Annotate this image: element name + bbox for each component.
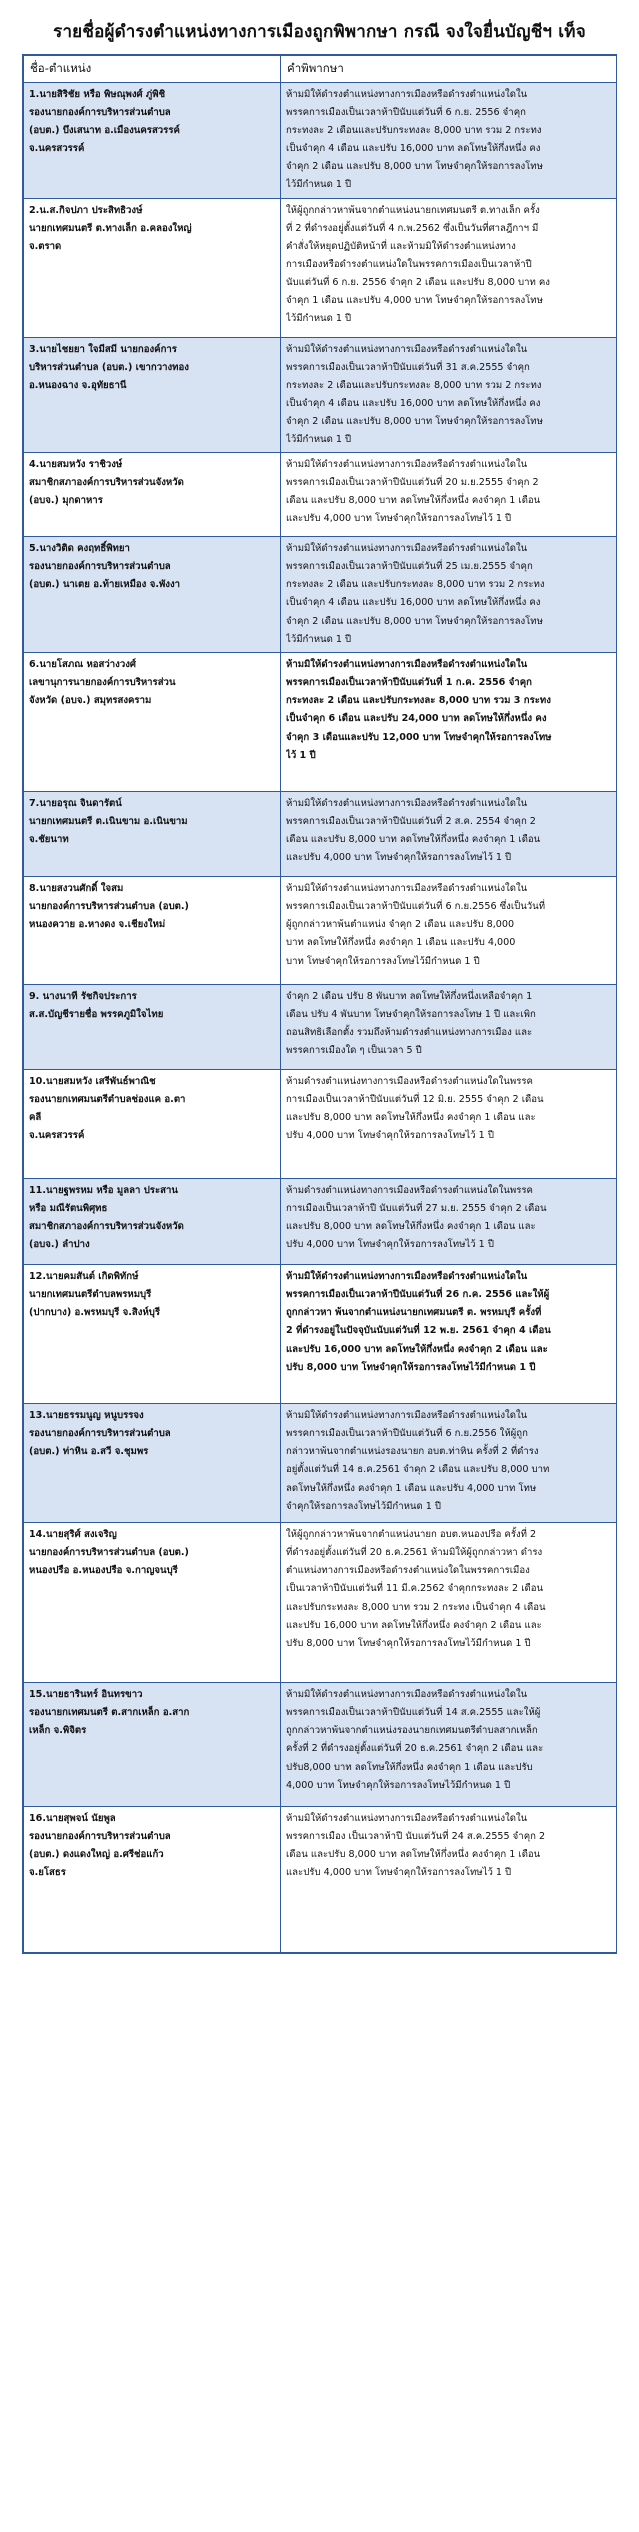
official-name-cell — [24, 1683, 281, 1807]
verdict-line: ถูกกล่าวหาพ้นจากตำแหน่งรองนายกเทศมนตรีตำบลสากเหล็ก — [286, 1725, 538, 1737]
official-name-line: 15.นายธารินทร์ อินทรขาว — [29, 1689, 143, 1701]
verdict-line: ห้ามมิให้ดำรงตำแหน่งทางการเมืองหรือดำรงตำแหน่งใดใน — [286, 343, 528, 355]
table-row — [24, 653, 617, 792]
table-row — [24, 453, 617, 537]
verdict-line: ห้ามมิให้ดำรงตำแหน่งทางการเมืองหรือดำรงตำแหน่งใดใน — [286, 1271, 528, 1283]
official-name-line: 4.นายสมหวัง ราชิวงษ์ — [29, 459, 123, 471]
official-name-cell — [24, 1179, 281, 1265]
verdict-line: อยู่ตั้งแต่วันที่ 14 ธ.ค.2561 จำคุก 2 เดือน และปรับ 8,000 บาท — [286, 1464, 550, 1476]
verdict-line: พรรคการเมือง เป็นเวลาห้าปี นับแต่วันที่ 24 ส.ค.2555 จำคุก 2 — [286, 1831, 546, 1843]
official-name-line: 11.นายฐพรหม หรือ มูลลา ประสาน — [29, 1185, 178, 1197]
official-name-line: เหล็ก จ.พิจิตร — [29, 1725, 87, 1737]
official-name-line: 16.นายสุพจน์ นัยพูล — [29, 1813, 116, 1825]
official-name-line: 2.น.ส.กิจปภา ประสิทธิวงษ์ — [29, 204, 143, 216]
verdict-line: ห้ามมิให้ดำรงตำแหน่งทางการเมืองหรือดำรงตำแหน่งใดใน — [286, 543, 528, 555]
official-name-line: จ.นครสวรรค์ — [29, 143, 85, 155]
verdict-line: พรรคการเมืองเป็นเวลาห้าปีนับแต่วันที่ 25 เม.ย.2555 จำคุก — [286, 561, 533, 573]
verdict-line: และปรับ 8,000 บาท ลดโทษให้กึ่งหนึ่ง คงจำคุก 1 เดือน และ — [286, 1221, 536, 1233]
official-name-line: นายกเทศมนตรีตำบลพรหมบุรี — [29, 1289, 152, 1301]
official-name-line: 5.นางวิติด คงฤทธิ์พิทยา — [29, 543, 130, 555]
table-row — [24, 1070, 617, 1179]
official-name-cell — [24, 1070, 281, 1179]
verdict-line: ปรับ8,000 บาท ลดโทษให้กึ่งหนึ่ง คงจำคุก 1 เดือน และปรับ — [286, 1761, 533, 1773]
verdict-line: จำคุก 2 เดือน และปรับ 8,000 บาท โทษจำคุกให้รอการลงโทษ — [286, 615, 543, 627]
official-name-line: (ปากบาง) อ.พรหมบุรี จ.สิงห์บุรี — [29, 1307, 161, 1319]
verdict-line: เดือน และปรับ 8,000 บาท ลดโทษให้กึ่งหนึ่ง คงจำคุก 1 เดือน — [286, 1849, 541, 1861]
verdict-line: ห้ามมิให้ดำรงตำแหน่งทางการเมืองหรือดำรงตำแหน่งใดใน — [286, 659, 528, 671]
table-row — [24, 1807, 617, 1953]
verdict-cell — [281, 83, 617, 199]
verdict-line: พรรคการเมืองเป็นเวลาห้าปีนับแต่วันที่ 6 ก.ย. 2556 จำคุก — [286, 107, 526, 119]
official-name-line: 12.นายคมสันต์ เกิดพิทักษ์ — [29, 1271, 139, 1283]
verdict-line: ให้ผู้ถูกกล่าวหาพ้นจากตำแหน่งนายก อบต.หนองปรือ ครั้งที่ 2 — [286, 1529, 537, 1541]
verdict-line: ห้ามมิให้ดำรงตำแหน่งทางการเมืองหรือดำรงตำแหน่งใดใน — [286, 1813, 528, 1825]
official-name-cell — [24, 877, 281, 985]
official-name-line: นายกองค์การบริหารส่วนตำบล (อบต.) — [29, 1547, 189, 1559]
official-name-line: 6.นายโสภณ หอสว่างวงศ์ — [29, 659, 137, 671]
verdict-line: และปรับ 16,000 บาท ลดโทษให้กึ่งหนึ่ง คงจำคุก 2 เดือน และ — [286, 1343, 548, 1355]
verdict-cell — [281, 198, 617, 337]
official-name-line: หนองปรือ อ.หนองปรือ จ.กาญจนบุรี — [29, 1565, 178, 1577]
verdict-line: คำสั่งให้หยุดปฏิบัติหน้าที่ และห้ามมิให้ดำรงตำแหน่งทาง — [286, 240, 516, 252]
table-row — [24, 1179, 617, 1265]
official-name-line: 8.นายสงวนศักดิ์ ใจสม — [29, 883, 124, 895]
verdict-cell — [281, 1523, 617, 1683]
table-row — [24, 198, 617, 337]
verdict-line: ที่ 2 ที่ดำรงอยู่ตั้งแต่วันที่ 4 ก.พ.2562 ซึ่งเป็นวันที่ศาลฎีกาฯ มี — [286, 222, 539, 234]
official-name-cell — [24, 453, 281, 537]
official-name-cell — [24, 985, 281, 1070]
official-name-line: (อบต.) ท่าหิน อ.สวี จ.ชุมพร — [29, 1446, 149, 1458]
verdict-line: เป็นจำคุก 4 เดือน และปรับ 16,000 บาท ลดโทษให้กึ่งหนึ่ง คง — [286, 143, 541, 155]
verdict-line: ห้ามมิให้ดำรงตำแหน่งทางการเมืองหรือดำรงตำแหน่งใดใน — [286, 1410, 528, 1422]
table-header-row — [24, 56, 617, 83]
verdict-line: การเมืองเป็นเวลาห้าปี นับแต่วันที่ 27 ม.ย. 2555 จำคุก 2 เดือน — [286, 1203, 547, 1215]
verdict-cell — [281, 1265, 617, 1404]
verdict-cell — [281, 792, 617, 877]
verdict-line: จำคุก 1 เดือน และปรับ 4,000 บาท โทษจำคุกให้รอการลงโทษ — [286, 295, 543, 307]
verdict-line: ห้ามมิให้ดำรงตำแหน่งทางการเมืองหรือดำรงตำแหน่งใดใน — [286, 459, 528, 471]
official-name-line: ส.ส.บัญชีรายชื่อ พรรคภูมิใจไทย — [29, 1009, 164, 1021]
official-name-line: (อบต.) ดงแดงใหญ่ อ.ศรีช่อแก้ว — [29, 1849, 164, 1861]
official-name-line: สมาชิกสภาองค์การบริหารส่วนจังหวัด — [29, 1221, 184, 1233]
official-name-line: รองนายกองค์การบริหารส่วนตำบล — [29, 1831, 171, 1843]
verdict-line: ผู้ถูกกล่าวหาพ้นตำแหน่ง จำคุก 2 เดือน และปรับ 8,000 — [286, 919, 515, 931]
official-name-line: จ.ชัยนาท — [29, 834, 69, 846]
verdict-line: กระทงละ 2 เดือน และปรับกระทงละ 8,000 บาท รวม 3 กระทง — [286, 695, 551, 707]
verdict-cell — [281, 537, 617, 653]
verdict-cell — [281, 453, 617, 537]
verdict-line: พรรคการเมืองเป็นเวลาห้าปีนับแต่วันที่ 1 ก.ค. 2556 จำคุก — [286, 677, 532, 689]
verdict-line: กระทงละ 2 เดือนและปรับกระทงละ 8,000 บาท รวม 2 กระทง — [286, 379, 542, 391]
verdict-line: ให้ผู้ถูกกล่าวหาพ้นจากตำแหน่งนายกเทศมนตรี ต.ทางเล็ก ครั้ง — [286, 204, 540, 216]
official-name-line: (อบจ.) มุกดาหาร — [29, 495, 103, 507]
verdict-line: ครั้งที่ 2 ที่ดำรงอยู่ตั้งแต่วันที่ 20 ธ.ค.2561 จำคุก 2 เดือน และ — [286, 1743, 544, 1755]
official-name-cell — [24, 653, 281, 792]
verdict-line: จำคุก 2 เดือน และปรับ 8,000 บาท โทษจำคุกให้รอการลงโทษ — [286, 415, 543, 427]
official-name-line: อ.หนองฉาง จ.อุทัยธานี — [29, 379, 127, 391]
verdict-line: ปรับ 8,000 บาท โทษจำคุกให้รอการลงโทษไว้มีกำหนด 1 ปี — [286, 1637, 531, 1649]
official-name-cell — [24, 1265, 281, 1404]
table-row — [24, 1404, 617, 1523]
verdict-line: นับแต่วันที่ 6 ก.ย. 2556 จำคุก 2 เดือน และปรับ 8,000 บาท คง — [286, 276, 550, 288]
verdict-line: ห้ามมิให้ดำรงตำแหน่งทางการเมืองหรือดำรงตำแหน่งใดใน — [286, 798, 528, 810]
verdict-line: พรรคการเมืองเป็นเวลาห้าปีนับแต่วันที่ 20 ม.ย.2555 จำคุก 2 — [286, 477, 539, 489]
table-row — [24, 792, 617, 877]
official-name-line: 7.นายอรุณ จินดารัตน์ — [29, 798, 122, 810]
verdict-line: การเมืองเป็นเวลาห้าปีนับแต่วันที่ 12 มิ.ย. 2555 จำคุก 2 เดือน — [286, 1094, 544, 1106]
verdict-line: ปรับ 4,000 บาท โทษจำคุกให้รอการลงโทษไว้ 1 ปี — [286, 1239, 494, 1251]
official-name-line: รองนายกเทศมนตรีตำบลช่องแค อ.ตา — [29, 1094, 186, 1106]
official-name-line: 1.นายสิริชัย หรือ พิษณุพงศ์ ภู่พิชิ — [29, 89, 166, 100]
official-name-line: หนองควาย อ.หางดง จ.เชียงใหม่ — [29, 919, 166, 931]
verdict-cell — [281, 1404, 617, 1523]
official-name-cell — [24, 198, 281, 337]
verdict-line: จำคุกให้รอการลงโทษไว้มีกำหนด 1 ปี — [286, 1500, 442, 1512]
official-name-line: รองนายกเทศมนตรี ต.สากเหล็ก อ.สาก — [29, 1707, 190, 1719]
verdict-line: ห้ามมิให้ดำรงตำแหน่งทางการเมืองหรือดำรงตำแหน่งใดใน — [286, 1689, 528, 1701]
table-body — [24, 83, 617, 1953]
official-name-cell — [24, 792, 281, 877]
verdict-line: เดือน และปรับ 8,000 บาท ลดโทษให้กึ่งหนึ่ง คงจำคุก 1 เดือน — [286, 834, 541, 846]
official-name-line: นายกองค์การบริหารส่วนตำบล (อบต.) — [29, 901, 189, 913]
official-name-line: (อบต.) บึงเสนาท อ.เมืองนครสวรรค์ — [29, 125, 180, 137]
verdict-line: เป็นจำคุก 4 เดือน และปรับ 16,000 บาท ลดโทษให้กึ่งหนึ่ง คง — [286, 597, 541, 609]
verdict-line: การเมืองหรือดำรงตำแหน่งใดในพรรคการเมืองเป็นเวลาห้าปี — [286, 258, 532, 270]
verdict-line: ลดโทษให้กึ่งหนึ่ง คงจำคุก 1 เดือน และปรับ 4,000 บาท โทษ — [286, 1482, 537, 1494]
table-row — [24, 537, 617, 653]
official-name-cell — [24, 1523, 281, 1683]
verdict-line: และปรับ 16,000 บาท ลดโทษให้กึ่งหนึ่ง คงจำคุก 2 เดือน และ — [286, 1619, 542, 1631]
column-header-name: ชื่อ-ตำแหน่ง — [24, 56, 281, 83]
verdict-cell — [281, 1683, 617, 1807]
verdict-line: พรรคการเมืองเป็นเวลาห้าปีนับแต่วันที่ 14 ส.ค.2555 และให้ผู้ — [286, 1707, 541, 1719]
verdict-line: และปรับ 4,000 บาท โทษจำคุกให้รอการลงโทษไว้ 1 ปี — [286, 513, 512, 525]
verdict-line: ห้ามมิให้ดำรงตำแหน่งทางการเมืองหรือดำรงตำแหน่งใดใน — [286, 89, 528, 100]
verdict-line: เดือน และปรับ 8,000 บาท ลดโทษให้กึ่งหนึ่ง คงจำคุก 1 เดือน — [286, 495, 541, 507]
table-row — [24, 877, 617, 985]
verdict-line: ไว้มีกำหนด 1 ปี — [286, 313, 352, 325]
official-name-line: นายกเทศมนตรี ต.เนินขาม อ.เนินขาม — [29, 816, 188, 828]
verdict-line: เป็นจำคุก 6 เดือน และปรับ 24,000 บาท ลดโทษให้กึ่งหนึ่ง คง — [286, 713, 547, 725]
verdict-line: กระทงละ 2 เดือน และปรับกระทงละ 8,000 บาท รวม 2 กระทง — [286, 579, 545, 591]
official-name-line: เลขานุการนายกองค์การบริหารส่วน — [29, 677, 176, 689]
verdict-line: ไว้มีกำหนด 1 ปี — [286, 434, 352, 446]
official-name-line: รองนายกองค์การบริหารส่วนตำบล — [29, 107, 171, 119]
verdict-line: ตำแหน่งทางการเมืองหรือดำรงตำแหน่งใดในพรรคการเมือง — [286, 1565, 530, 1577]
verdict-line: ถอนสิทธิเลือกตั้ง รวมถึงห้ามดำรงตำแหน่งทางการเมือง และ — [286, 1027, 533, 1039]
official-name-line: 13.นายธรรมนูญ หนูบรรจง — [29, 1410, 144, 1422]
official-name-line: รองนายกองค์การบริหารส่วนตำบล — [29, 561, 171, 573]
verdict-line: บาท โทษจำคุกให้รอการลงโทษไว้มีกำหนด 1 ปี — [286, 955, 480, 967]
verdict-line: เป็นเวลาห้าปีนับแต่วันที่ 11 มี.ค.2562 จำคุกกระทงละ 2 เดือน — [286, 1583, 544, 1595]
verdict-line: และปรับกระทงละ 8,000 บาท รวม 2 กระทง เป็นจำคุก 4 เดือน — [286, 1601, 546, 1613]
verdict-cell — [281, 877, 617, 985]
verdict-line: บาท ลดโทษให้กึ่งหนึ่ง คงจำคุก 1 เดือน และปรับ 4,000 — [286, 937, 516, 949]
official-name-line: จ.นครสวรรค์ — [29, 1130, 85, 1142]
verdict-line: ไว้มีกำหนด 1 ปี — [286, 179, 352, 191]
table-row — [24, 1523, 617, 1683]
verdict-line: ไว้มีกำหนด 1 ปี — [286, 633, 352, 645]
verdict-cell — [281, 337, 617, 453]
official-name-cell — [24, 337, 281, 453]
verdict-cell — [281, 1070, 617, 1179]
official-name-line: (อบต.) นาเตย อ.ท้ายเหมือง จ.พังงา — [29, 579, 181, 591]
verdict-line: พรรคการเมืองเป็นเวลาห้าปีนับแต่วันที่ 6 ก.ย.2556 ซึ่งเป็นวันที่ — [286, 901, 546, 913]
official-name-line: นายกเทศมนตรี ต.ทางเล็ก อ.คลองใหญ่ — [29, 222, 192, 234]
official-name-line: 14.นายสุริศ์ สงเจริญ — [29, 1529, 117, 1541]
verdict-line: พรรคการเมืองเป็นเวลาห้าปีนับแต่วันที่ 2 ส.ค. 2554 จำคุก 2 — [286, 816, 536, 828]
verdict-cell — [281, 1807, 617, 1953]
verdict-line: เป็นจำคุก 4 เดือน และปรับ 16,000 บาท ลดโทษให้กึ่งหนึ่ง คง — [286, 397, 541, 409]
official-name-cell — [24, 83, 281, 199]
official-name-line: จังหวัด (อบจ.) สมุทรสงคราม — [29, 695, 152, 707]
verdict-line: และปรับ 4,000 บาท โทษจำคุกให้รอการลงโทษไว้ 1 ปี — [286, 852, 512, 864]
official-name-line: คลี — [29, 1112, 42, 1124]
table-row — [24, 985, 617, 1070]
verdict-line: ปรับ 8,000 บาท โทษจำคุกให้รอการลงโทษไว้มีกำหนด 1 ปี — [286, 1361, 536, 1373]
verdict-line: ปรับ 4,000 บาท โทษจำคุกให้รอการลงโทษไว้ 1 ปี — [286, 1130, 494, 1142]
verdict-line: ถูกกล่าวหา พ้นจากตำแหน่งนายกเทศมนตรี ต. พรหมบุรี ครั้งที่ — [286, 1307, 542, 1319]
verdict-cell — [281, 985, 617, 1070]
verdict-cell — [281, 653, 617, 792]
verdict-line: ไว้ 1 ปี — [286, 749, 316, 761]
official-name-line: บริหารส่วนตำบล (อบต.) เขากวางทอง — [29, 361, 189, 373]
verdict-line: และปรับ 8,000 บาท ลดโทษให้กึ่งหนึ่ง คงจำคุก 1 เดือน และ — [286, 1112, 536, 1124]
verdict-line: กล่าวหาพ้นจากตำแหน่งรองนายก อบต.ท่าหิน ครั้งที่ 2 ที่ดำรง — [286, 1446, 539, 1458]
verdict-line: เดือน ปรับ 4 พันบาท โทษจำคุกให้รอการลงโทษ 1 ปี และเพิก — [286, 1009, 536, 1021]
verdict-line: พรรคการเมืองใด ๆ เป็นเวลา 5 ปี — [286, 1045, 422, 1057]
official-name-line: จ.ตราด — [29, 240, 62, 252]
verdict-line: พรรคการเมืองเป็นเวลาห้าปีนับแต่วันที่ 6 ก.ย.2556 ให้ผู้ถูก — [286, 1428, 528, 1440]
verdict-table — [22, 54, 617, 1954]
verdict-line: จำคุก 2 เดือน ปรับ 8 พันบาท ลดโทษให้กึ่งหนึ่งเหลือจำคุก 1 — [286, 991, 533, 1003]
table-row — [24, 1265, 617, 1404]
verdict-line: พรรคการเมืองเป็นเวลาห้าปีนับแต่วันที่ 31 ส.ค.2555 จำคุก — [286, 361, 530, 373]
official-name-cell — [24, 1404, 281, 1523]
table-row — [24, 83, 617, 199]
official-name-line: 3.นายไชยยา ใจมีสมี นายกองค์การ — [29, 343, 177, 355]
official-name-cell — [24, 537, 281, 653]
official-name-line: หรือ มณีรัตนพิศุทธ — [29, 1203, 108, 1215]
verdict-line: ห้ามมิให้ดำรงตำแหน่งทางการเมืองหรือดำรงตำแหน่งใดใน — [286, 883, 528, 895]
page-title: รายชื่อผู้ดำรงตำแหน่งทางการเมืองถูกพิพากษา กรณี จงใจยื่นบัญชีฯ เท็จ — [53, 22, 586, 42]
verdict-line: ห้ามดำรงตำแหน่งทางการเมืองหรือดำรงตำแหน่งใดในพรรค — [286, 1185, 533, 1197]
verdict-line: และปรับ 4,000 บาท โทษจำคุกให้รอการลงโทษไว้ 1 ปี — [286, 1867, 512, 1879]
verdict-line: 2 ที่ดำรงอยู่ในปัจจุบันนับแต่วันที่ 12 พ.ย. 2561 จำคุก 4 เดือน — [286, 1325, 551, 1337]
verdict-cell — [281, 1179, 617, 1265]
verdict-line: จำคุก 3 เดือนและปรับ 12,000 บาท โทษจำคุกให้รอการลงโทษ — [286, 731, 552, 743]
verdict-line: จำคุก 2 เดือน และปรับ 8,000 บาท โทษจำคุกให้รอการลงโทษ — [286, 161, 543, 173]
official-name-line: สมาชิกสภาองค์การบริหารส่วนจังหวัด — [29, 477, 184, 489]
official-name-line: รองนายกองค์การบริหารส่วนตำบล — [29, 1428, 171, 1440]
verdict-line: พรรคการเมืองเป็นเวลาห้าปีนับแต่วันที่ 26 ก.ค. 2556 และให้ผู้ — [286, 1289, 550, 1301]
table-row — [24, 1683, 617, 1807]
verdict-line: 4,000 บาท โทษจำคุกให้รอการลงโทษไว้มีกำหนด 1 ปี — [286, 1779, 511, 1791]
table-row — [24, 337, 617, 453]
verdict-line: กระทงละ 2 เดือนและปรับกระทงละ 8,000 บาท รวม 2 กระทง — [286, 125, 542, 137]
official-name-line: 9. นางนาที รัชกิจประการ — [29, 991, 137, 1003]
column-header-verdict: คำพิพากษา — [281, 56, 617, 83]
verdict-line: ห้ามดำรงตำแหน่งทางการเมืองหรือดำรงตำแหน่งใดในพรรค — [286, 1076, 533, 1088]
official-name-line: จ.ยโสธร — [29, 1867, 66, 1879]
official-name-line: 10.นายสมหวัง เสรีพันธ์พาณิช — [29, 1076, 156, 1088]
official-name-cell — [24, 1807, 281, 1953]
verdict-line: ที่ดำรงอยู่ตั้งแต่วันที่ 20 ธ.ค.2561 ห้ามมิให้ผู้ถูกกล่าวหา ดำรง — [286, 1547, 543, 1559]
official-name-line: (อบจ.) ลำปาง — [29, 1239, 90, 1251]
